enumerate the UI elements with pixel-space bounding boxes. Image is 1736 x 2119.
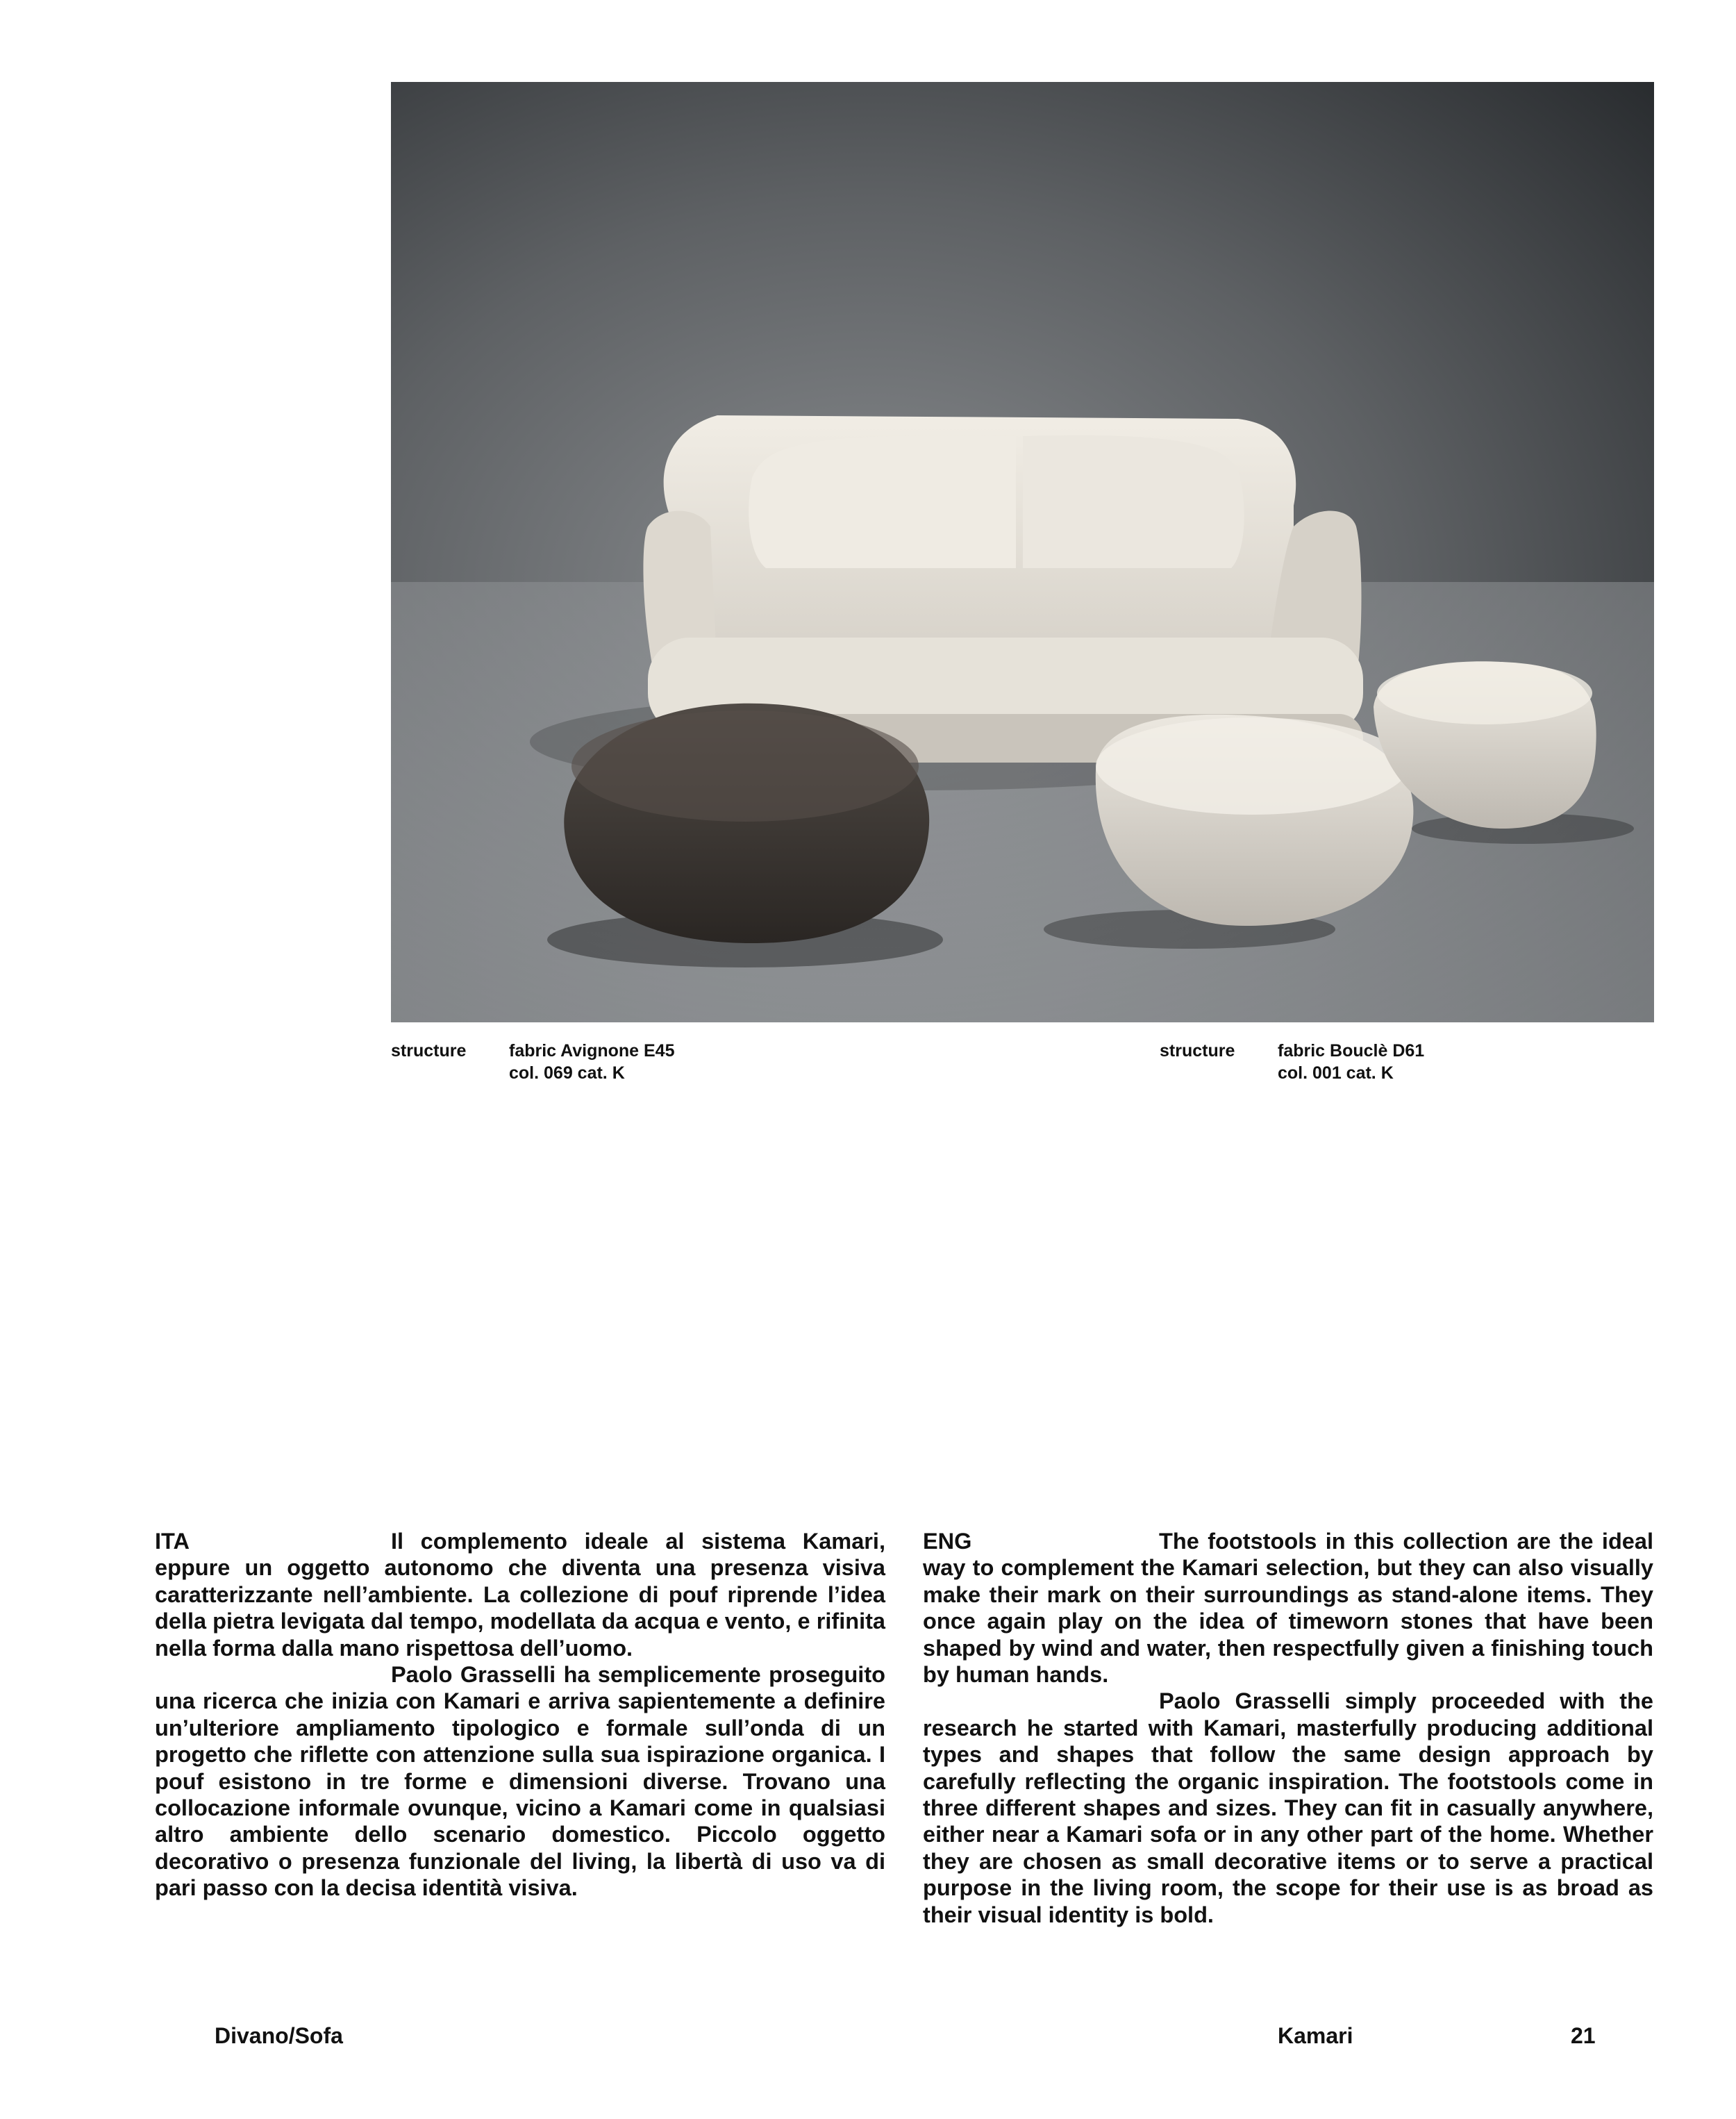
sofa-and-pouf-illustration — [391, 82, 1654, 1022]
english-text-column — [923, 1528, 1653, 1928]
italian-text-column — [155, 1528, 885, 1902]
italian-paragraph-1 — [155, 1528, 885, 1661]
caption-label: structure — [1160, 1041, 1235, 1061]
language-tag-eng: ENG — [923, 1529, 972, 1554]
caption-label: structure — [391, 1041, 467, 1061]
italian-paragraph-2: Paolo Grasselli ha semplicemente proseguito una ricerca che inizia con Kamari e arriva sapientemente a definire un’ulteriore ampliamento tipologico e formale sull’onda di un progetto che riflette con attenzione sulla sua ispirazione organica. I pouf esistono in tre forme e dimensioni diverse. Trovano una collocazione informale ovunque, vicino a Kamari come in qualsiasi altro ambiente dello scenario domestico. Piccolo oggetto decorativo o presenza funzionale del living, la libertà di uso va di pari passo con la decisa identità visiva. — [155, 1662, 885, 1901]
footer-collection: Kamari — [1278, 2023, 1353, 2048]
caption-fabric: fabric Bouclè D61 — [1278, 1041, 1425, 1061]
english-paragraph-2: Paolo Grasselli simply proceeded with the research he started with Kamari, masterfully producing additional types and shapes that follow the same design approach by carefully reflecting the organic inspiration. The footstools come in three different shapes and sizes. They can fit in casually anywhere, either near a Kamari sofa or in any other part of the home. Whether they are chosen as small decorative items or to serve a practical purpose in the living room, the scope for their use is as broad as their visual identity is bold. — [923, 1688, 1653, 1927]
caption-color: col. 001 cat. K — [1278, 1063, 1394, 1083]
english-paragraph-1 — [923, 1528, 1653, 1688]
language-tag-ita: ITA — [155, 1529, 190, 1554]
page-number: 21 — [1571, 2023, 1596, 2048]
english-text-1: The footstools in this collection are the ideal way to complement the Kamari selection, but they can also visually make their mark on their surroundings as stand-alone items. They once again play on the idea of timeworn stones that have been shaped by wind and water, then respectfully given a finishing touch by human hands. — [923, 1529, 1653, 1688]
italian-text-1: Il complemento ideale al sistema Kamari, eppure un oggetto autonomo che diventa una presenza visiva caratterizzante nell’ambiente. La collezione di pouf riprende l’idea della pietra levigata dal tempo, modellata da acqua e vento, e rifinita nella forma dalla mano rispettosa dell’uomo. — [155, 1529, 885, 1661]
caption-color: col. 069 cat. K — [509, 1063, 625, 1083]
caption-fabric: fabric Avignone E45 — [509, 1041, 675, 1061]
product-photo — [391, 82, 1654, 1022]
footer-section: Divano/Sofa — [215, 2023, 343, 2048]
dark-pouf — [547, 704, 943, 967]
